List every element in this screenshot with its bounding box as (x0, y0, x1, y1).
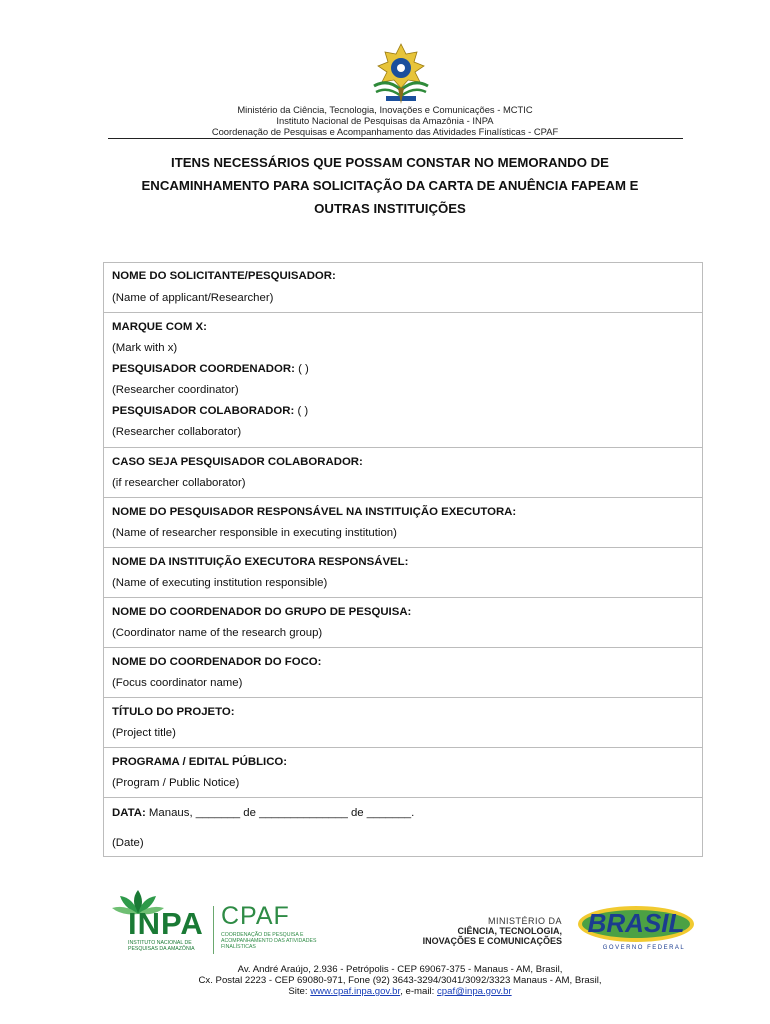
collaborator-label: PESQUISADOR COLABORADOR: (112, 405, 295, 417)
header-divider (108, 138, 683, 139)
row-responsible-researcher[interactable] (104, 498, 702, 548)
coordinator-label: PESQUISADOR COORDENADOR: (112, 363, 295, 375)
group-coordinator-label: NOME DO COORDENADOR DO GRUPO DE PESQUISA: (112, 606, 412, 618)
title-line-3: OUTRAS INSTITUIÇÕES (314, 201, 466, 216)
responsible-researcher-hint: (Name of researcher responsible in executing institution) (112, 527, 397, 539)
inpa-wordmark: INPA (128, 906, 204, 941)
ministry-line-2: CIÊNCIA, TECNOLOGIA, (457, 926, 562, 936)
collaborator-option[interactable] (112, 405, 308, 417)
row-project-title[interactable] (104, 698, 702, 748)
program-hint: (Program / Public Notice) (112, 777, 240, 789)
project-title-hint: (Project title) (112, 727, 176, 739)
mark-hint: (Mark with x) (112, 342, 178, 354)
inpa-subtitle: INSTITUTO NACIONAL DE PESQUISAS DA AMAZÔNIA (128, 940, 195, 952)
header-coordination: Coordenação de Pesquisas e Acompanhamento das Atividades Finalísticas - CPAF (211, 126, 559, 137)
date-hint: (Date) (112, 837, 144, 849)
responsible-researcher-label: NOME DO PESQUISADOR RESPONSÁVEL NA INSTITUIÇÃO EXECUTORA: (112, 506, 517, 518)
header-institute: Instituto Nacional de Pesquisas da Amazônia - INPA (276, 115, 494, 126)
header-institution-lines (0, 104, 770, 137)
applicant-hint: (Name of applicant/Researcher) (112, 292, 274, 304)
brasil-subtitle: GOVERNO FEDERAL (602, 945, 686, 951)
brazil-coat-of-arms-icon (368, 42, 434, 106)
date-label: DATA: (112, 807, 146, 819)
footer-logos (0, 880, 770, 955)
brasil-wordmark: BRASIL (587, 908, 685, 938)
coordinator-checkbox[interactable]: ( ) (298, 363, 309, 375)
if-collaborator-label: CASO SEJA PESQUISADOR COLABORADOR: (112, 456, 363, 468)
document-title (110, 151, 670, 220)
logo-divider (213, 906, 214, 954)
title-line-1: ITENS NECESSÁRIOS QUE POSSAM CONSTAR NO MEMORANDO DE (171, 155, 609, 170)
cpaf-subtitle: COORDENAÇÃO DE PESQUISA E ACOMPANHAMENTO DAS ATIVIDADES FINALÍSTICAS (221, 932, 317, 950)
collaborator-hint: (Researcher collaborator) (112, 426, 242, 438)
address-line-2: Cx. Postal 2223 - CEP 69080-971, Fone (92) 3643-3294/3041/3092/3323 Manaus - AM, Brasil, (198, 975, 602, 986)
site-link[interactable]: www.cpaf.inpa.gov.br (310, 986, 401, 997)
row-executing-institution[interactable] (104, 548, 702, 598)
date-line[interactable] (112, 807, 414, 819)
row-group-coordinator[interactable] (104, 598, 702, 648)
applicant-label: NOME DO SOLICITANTE/PESQUISADOR: (112, 270, 336, 282)
focus-coordinator-label: NOME DO COORDENADOR DO FOCO: (112, 656, 322, 668)
title-line-2: ENCAMINHAMENTO PARA SOLICITAÇÃO DA CARTA DE ANUÊNCIA FAPEAM E (141, 178, 639, 193)
executing-institution-hint: (Name of executing institution responsible) (112, 577, 328, 589)
coordinator-hint: (Researcher coordinator) (112, 384, 239, 396)
row-focus-coordinator[interactable] (104, 648, 702, 698)
address-line-1: Av. André Araújo, 2.936 - Petrópolis - CEP 69067-375 - Manaus - AM, Brasil, (237, 964, 563, 975)
mark-label: MARQUE COM X: (112, 321, 207, 333)
row-mark-with-x (104, 313, 702, 448)
row-program[interactable] (104, 748, 702, 798)
email-label: , e-mail: (400, 986, 437, 997)
cpaf-wordmark: CPAF (221, 902, 290, 930)
focus-coordinator-hint: (Focus coordinator name) (112, 677, 243, 689)
site-label: Site: (288, 986, 311, 997)
collaborator-checkbox[interactable]: ( ) (297, 405, 309, 417)
email-link[interactable]: cpaf@inpa.gov.br (436, 986, 512, 997)
ministry-line-1: MINISTÉRIO DA (487, 916, 562, 926)
row-if-collaborator[interactable] (104, 448, 702, 498)
executing-institution-label: NOME DA INSTITUIÇÃO EXECUTORA RESPONSÁVEL: (112, 556, 409, 568)
requirements-form-table (103, 262, 703, 857)
date-value[interactable]: Manaus, _______ de ______________ de _______. (145, 807, 415, 819)
program-label: PROGRAMA / EDITAL PÚBLICO: (112, 756, 288, 768)
ministry-line-3: INOVAÇÕES E COMUNICAÇÕES (422, 936, 562, 946)
brasil-governo-federal-logo-icon (574, 900, 698, 952)
group-coordinator-hint: (Coordinator name of the research group) (112, 627, 323, 639)
footer-address (0, 964, 770, 997)
coordinator-option[interactable] (112, 363, 309, 375)
row-date[interactable] (104, 798, 702, 856)
row-applicant[interactable] (104, 263, 702, 313)
project-title-label: TÍTULO DO PROJETO: (112, 706, 235, 718)
header-ministry: Ministério da Ciência, Tecnologia, Inovações e Comunicações - MCTIC (237, 104, 533, 115)
if-collaborator-hint: (if researcher collaborator) (112, 477, 246, 489)
address-line-3 (0, 986, 770, 997)
